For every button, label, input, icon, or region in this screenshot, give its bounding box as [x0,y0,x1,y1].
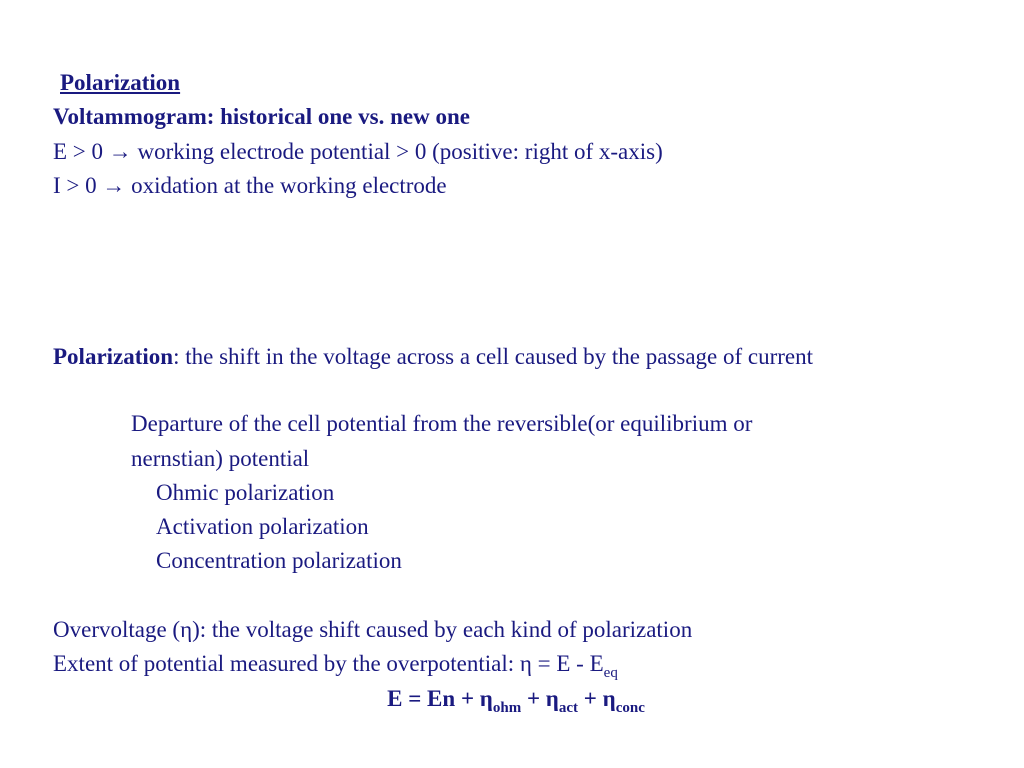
equation-plus-1: + η [521,686,559,711]
equation-sub-ohm: ohm [492,700,522,716]
equation-sub-conc: conc [615,700,645,716]
polarization-type-concentration: Concentration polarization [156,548,402,573]
overvoltage-definition: Overvoltage (η): the voltage shift caused by each kind of polarization [53,617,693,642]
total-potential-equation [0,685,1024,716]
equation-lead: E = En + η [387,686,493,711]
departure-line-1: Departure of the cell potential from the reversible(or equilibrium or [131,411,753,436]
overpotential-line [53,650,618,681]
polarization-type-activation: Activation polarization [156,514,369,539]
overpotential-subscript: eq [603,665,618,681]
equation-plus-2: + η [578,686,616,711]
equation-sub-act: act [558,700,579,716]
slide-subtitle: Voltammogram: historical one vs. new one [53,104,470,129]
departure-line-2: nernstian) potential [131,446,310,471]
polarization-definition [53,340,979,374]
polarization-type-ohmic: Ohmic polarization [156,480,335,505]
definition-term: Polarization [53,344,174,369]
overpotential-text: Extent of potential measured by the overpotential: η = E - E [53,651,604,676]
definition-text: : the shift in the voltage across a cell caused by the passage of current [173,344,814,369]
slide-title: Polarization [60,70,181,95]
convention-e-line: E > 0 → working electrode potential > 0 (positive: right of x-axis) [53,139,663,164]
convention-i-line: I > 0 → oxidation at the working electrode [53,173,447,198]
